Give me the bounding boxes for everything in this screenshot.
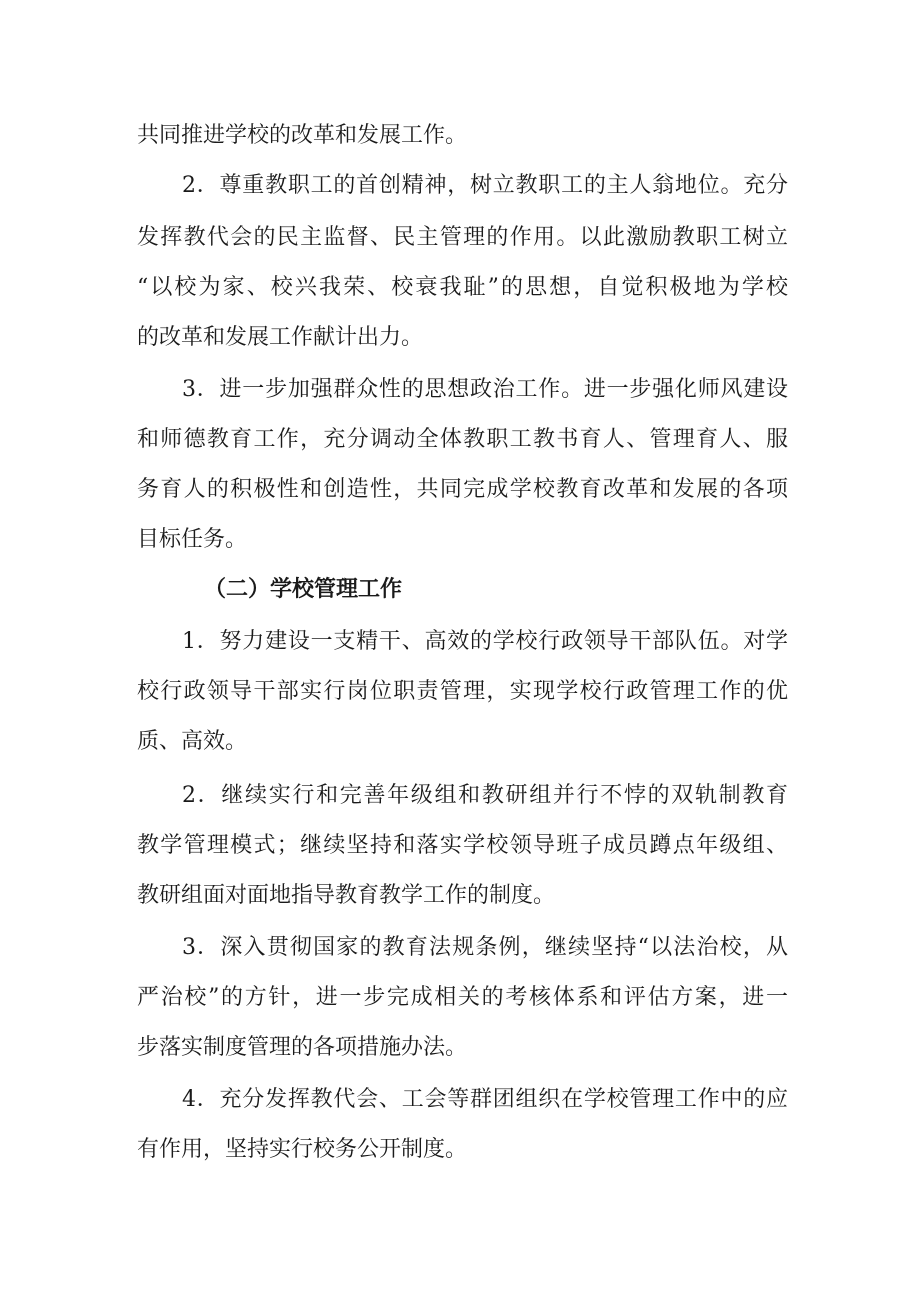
paragraph-line: 4．充分发挥教代会、工会等群团组织在学校管理工作中的应: [182, 1087, 788, 1112]
paragraph-line: 严治校”的方针，进一步完成相关的考核体系和评估方案，进一: [137, 985, 788, 1010]
paragraph-continuation-line: 共同推进学校的改革和发展工作。: [137, 123, 468, 148]
paragraph-line: 3．深入贯彻国家的教育法规条例，继续坚持“以法治校，从: [182, 935, 788, 960]
paragraph-line: 校行政领导干部实行岗位职责管理，实现学校行政管理工作的优: [137, 679, 788, 704]
paragraph-line: 务育人的积极性和创造性，共同完成学校教育改革和发展的各项: [137, 477, 788, 502]
paragraph-line: 的改革和发展工作献计出力。: [137, 325, 424, 350]
paragraph-line: 有作用，坚持实行校务公开制度。: [137, 1137, 468, 1162]
paragraph-line: 教研组面对面地指导教育教学工作的制度。: [137, 883, 556, 908]
section-heading: （二）学校管理工作: [204, 577, 403, 602]
paragraph-line: 教学管理模式；继续坚持和落实学校领导班子成员蹲点年级组、: [137, 833, 788, 858]
paragraph-line: 目标任务。: [137, 527, 248, 552]
paragraph-line: 发挥教代会的民主监督、民主管理的作用。以此激励教职工树立: [137, 225, 788, 250]
paragraph-line: 质、高效。: [137, 729, 248, 754]
paragraph-line: 1．努力建设一支精干、高效的学校行政领导干部队伍。对学: [182, 629, 788, 654]
paragraph-line: “以校为家、校兴我荣、校衰我耻”的思想，自觉积极地为学校: [137, 275, 788, 300]
paragraph-line: 和师德教育工作，充分调动全体教职工教书育人、管理育人、服: [137, 427, 788, 452]
paragraph-line: 步落实制度管理的各项措施办法。: [137, 1035, 468, 1060]
paragraph-line: 3．进一步加强群众性的思想政治工作。进一步强化师风建设: [182, 377, 788, 402]
paragraph-line: 2．继续实行和完善年级组和教研组并行不悖的双轨制教育: [182, 783, 788, 808]
paragraph-line: 2．尊重教职工的首创精神，树立教职工的主人翁地位。充分: [182, 173, 788, 198]
